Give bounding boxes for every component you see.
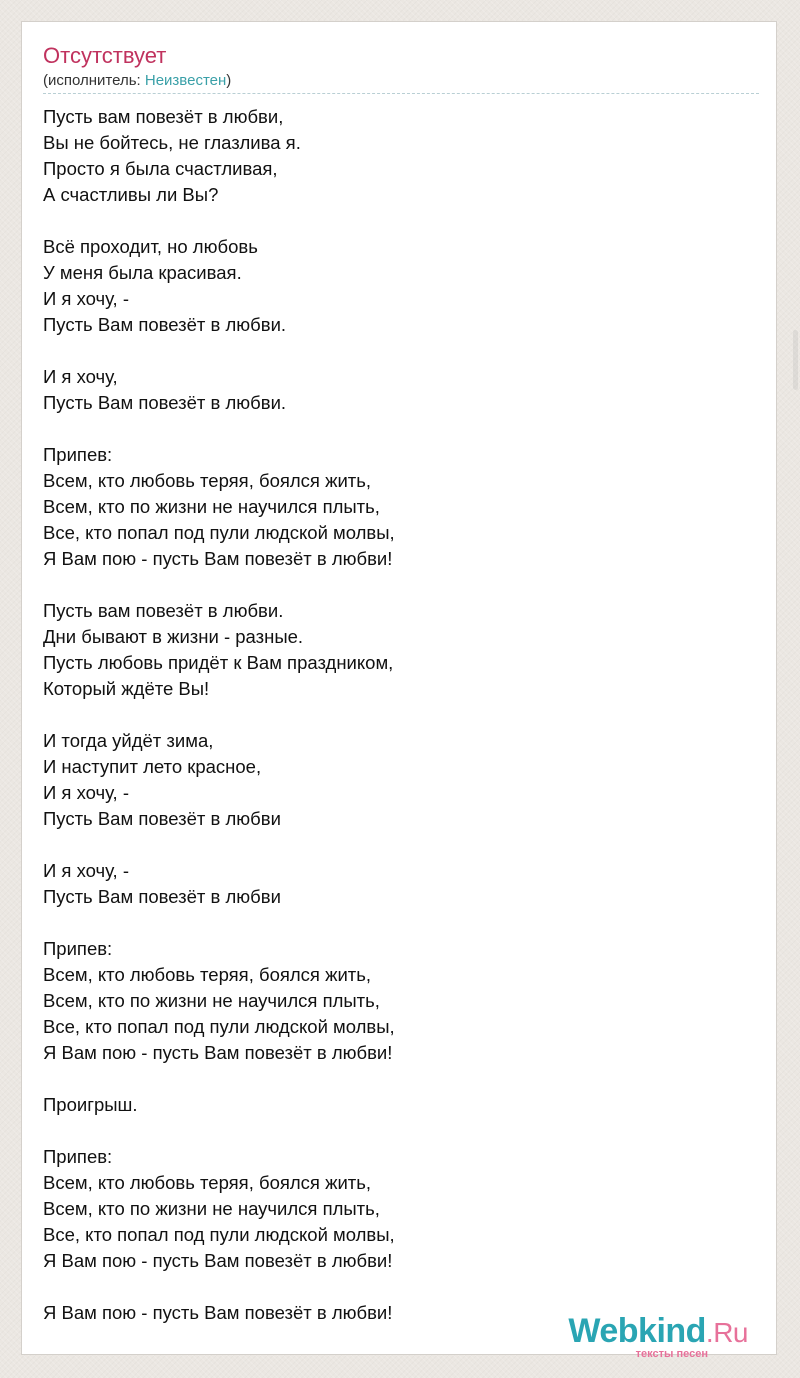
lyrics-line: Всем, кто любовь теряя, боялся жить, — [43, 1172, 372, 1193]
lyrics-line: Пусть Вам повезёт в любви. — [43, 314, 287, 335]
performer-prefix: (исполнитель: — [43, 72, 145, 89]
lyrics-line: И я хочу, - — [43, 782, 129, 803]
lyrics-line: Я Вам пою - пусть Вам повезёт в любви! — [43, 1302, 393, 1323]
scrollbar-thumb[interactable] — [793, 330, 798, 390]
lyrics-text — [43, 104, 759, 1326]
lyrics-line: А счастливы ли Вы? — [43, 184, 219, 205]
lyrics-line: Проигрыш. — [43, 1094, 138, 1115]
lyrics-line: Я Вам пою - пусть Вам повезёт в любви! — [43, 548, 393, 569]
lyrics-line: Я Вам пою - пусть Вам повезёт в любви! — [43, 1042, 393, 1063]
logo-tld: .Ru — [705, 1317, 748, 1348]
lyrics-line: И тогда уйдёт зима, — [43, 730, 214, 751]
performer-suffix: ) — [226, 72, 232, 89]
lyrics-line: Все, кто попал под пули людской молвы, — [43, 1224, 395, 1245]
lyrics-line: И наступит лето красное, — [43, 756, 262, 777]
lyrics-line: Припев: — [43, 444, 113, 465]
lyrics-line: Пусть любовь придёт к Вам праздником, — [43, 652, 394, 673]
lyrics-blank-line — [43, 572, 759, 598]
lyrics-blank-line — [43, 338, 759, 364]
logo-tagline: тексты песен — [635, 1348, 708, 1360]
lyrics-line: И я хочу, - — [43, 860, 129, 881]
lyrics-blank-line — [43, 1066, 759, 1092]
lyrics-line: У меня была красивая. — [43, 262, 242, 283]
lyrics-line: Пусть Вам повезёт в любви — [43, 808, 281, 829]
logo-wordmark — [558, 1312, 748, 1352]
lyrics-line: Пусть вам повезёт в любви. — [43, 600, 284, 621]
header-divider — [43, 93, 759, 94]
lyrics-line: Просто я была счастливая, — [43, 158, 278, 179]
performer-link[interactable]: Неизвестен — [144, 72, 227, 89]
lyrics-blank-line — [43, 208, 759, 234]
lyrics-line: Пусть Вам повезёт в любви — [43, 886, 281, 907]
logo-name: Webkind — [568, 1312, 706, 1350]
lyrics-line: Дни бывают в жизни - разные. — [43, 626, 304, 647]
lyrics-card — [21, 21, 777, 1360]
lyrics-line: Припев: — [43, 938, 113, 959]
lyrics-line: Который ждёте Вы! — [43, 678, 210, 699]
lyrics-line: Пусть вам повезёт в любви, — [43, 106, 284, 127]
lyrics-blank-line — [43, 1274, 759, 1300]
lyrics-line: Всем, кто любовь теряя, боялся жить, — [43, 964, 372, 985]
lyrics-line: Я Вам пою - пусть Вам повезёт в любви! — [43, 1250, 393, 1271]
lyrics-blank-line — [43, 702, 759, 728]
page-scrollbar[interactable] — [790, 0, 800, 1378]
lyrics-line: Всё проходит, но любовь — [43, 236, 258, 257]
lyrics-line: Пусть Вам повезёт в любви. — [43, 392, 287, 413]
lyrics-blank-line — [43, 1118, 759, 1144]
lyrics-line: Всем, кто по жизни не научился плыть, — [43, 496, 380, 517]
lyrics-line: И я хочу, - — [43, 288, 129, 309]
lyrics-blank-line — [43, 832, 759, 858]
site-logo[interactable] — [558, 1312, 748, 1372]
song-title: Отсутствует — [43, 43, 167, 68]
lyrics-line: Всем, кто по жизни не научился плыть, — [43, 990, 380, 1011]
lyrics-line: Всем, кто любовь теряя, боялся жить, — [43, 470, 372, 491]
lyrics-blank-line — [43, 416, 759, 442]
performer-line — [43, 71, 759, 91]
lyrics-line: И я хочу, — [43, 366, 118, 387]
lyrics-blank-line — [43, 910, 759, 936]
lyrics-line: Вы не бойтесь, не глазлива я. — [43, 132, 301, 153]
lyrics-line: Все, кто попал под пули людской молвы, — [43, 522, 395, 543]
lyrics-line: Все, кто попал под пули людской молвы, — [43, 1016, 395, 1037]
lyrics-line: Всем, кто по жизни не научился плыть, — [43, 1198, 380, 1219]
lyrics-line: Припев: — [43, 1146, 113, 1167]
song-header — [43, 42, 759, 91]
